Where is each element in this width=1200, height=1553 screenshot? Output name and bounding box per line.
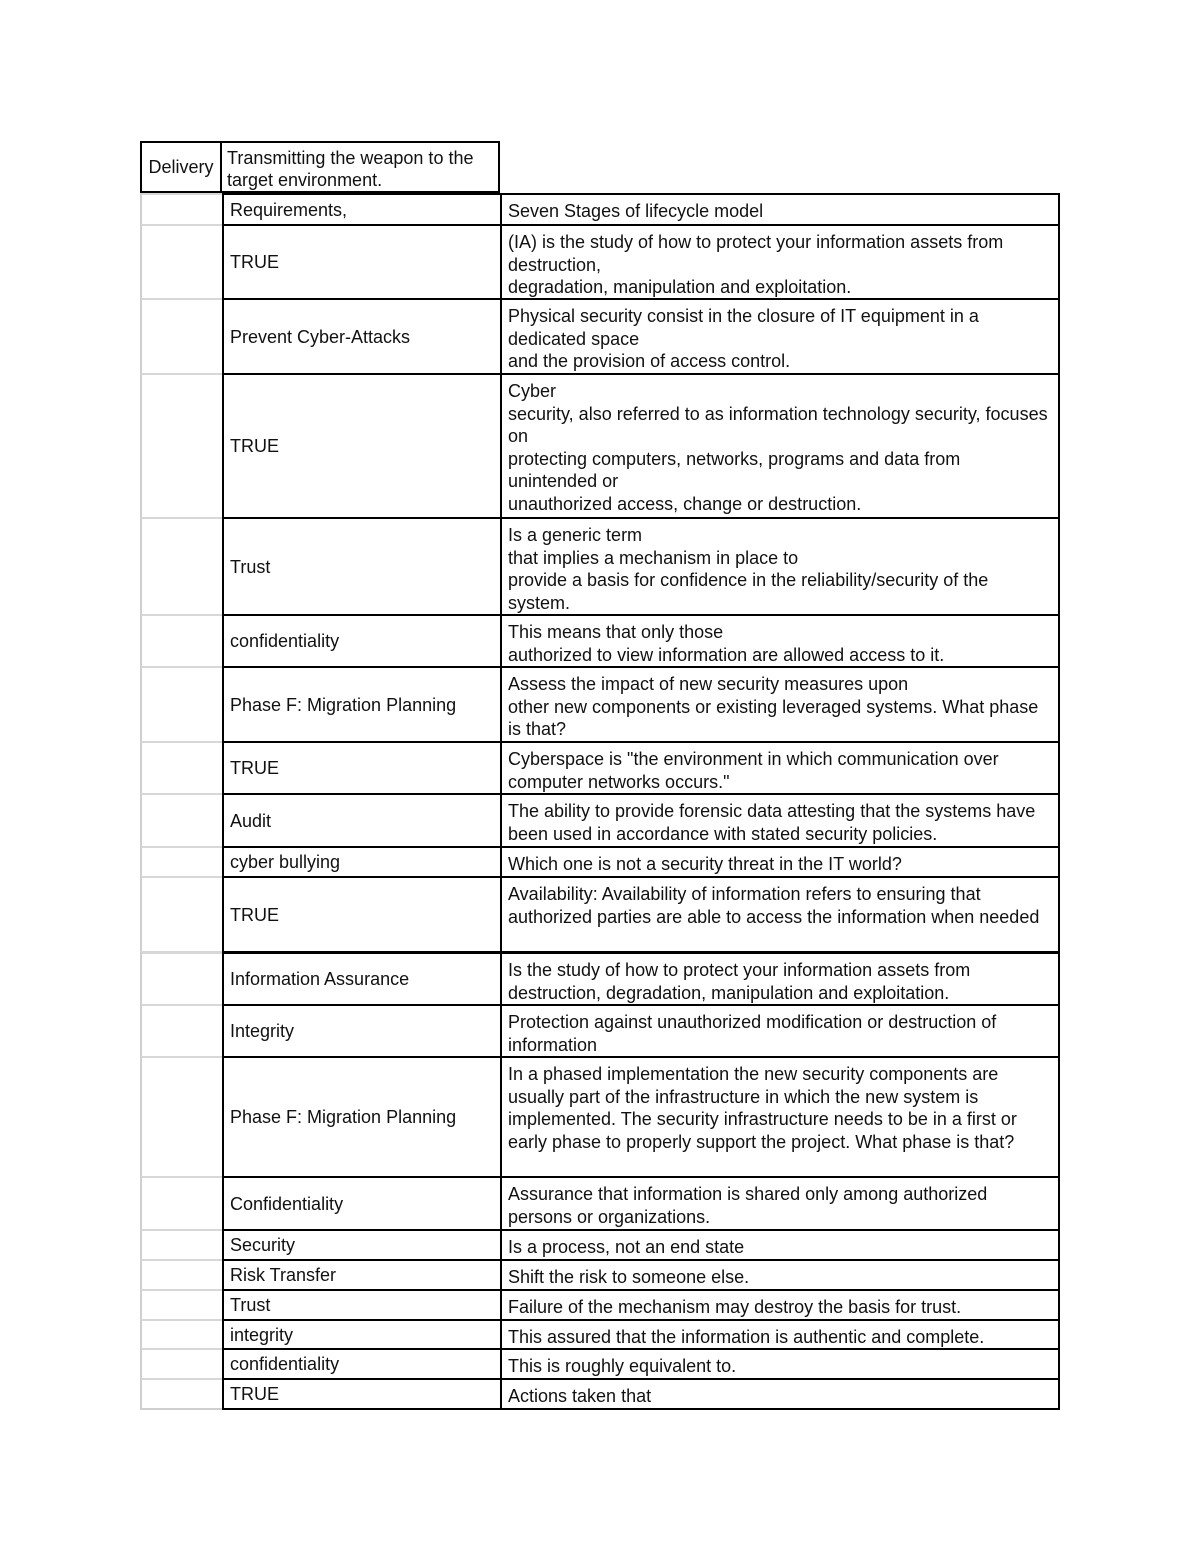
term-cell: Audit bbox=[222, 793, 500, 846]
blank-cell bbox=[140, 298, 222, 373]
blank-cell bbox=[140, 741, 222, 793]
definition-cell: Physical security consist in the closure of IT equipment in a dedicated space and the provision of access control. bbox=[500, 298, 1060, 373]
table-row bbox=[140, 1004, 1060, 1056]
table-row bbox=[140, 666, 1060, 741]
term-cell: Phase F: Migration Planning bbox=[222, 1056, 500, 1176]
term-cell: Trust bbox=[222, 1289, 500, 1319]
definition-cell: Is the study of how to protect your information assets from destruction, degradation, manipulation and exploitation. bbox=[500, 951, 1060, 1004]
term-cell: Risk Transfer bbox=[222, 1259, 500, 1289]
definition-cell: Assess the impact of new security measures upon other new components or existing leveraged systems. What phase is that? bbox=[500, 666, 1060, 741]
table-row bbox=[140, 614, 1060, 666]
table-row bbox=[140, 224, 1060, 298]
blank-cell bbox=[140, 1176, 222, 1229]
blank-cell bbox=[140, 1319, 222, 1348]
blank-cell bbox=[140, 951, 222, 1004]
table-row bbox=[140, 1176, 1060, 1229]
table-row bbox=[140, 1259, 1060, 1289]
flashcard-table bbox=[140, 193, 1060, 1410]
table-row bbox=[140, 298, 1060, 373]
term-cell: Confidentiality bbox=[222, 1176, 500, 1229]
definition-cell: In a phased implementation the new security components are usually part of the infrastructure in which the new system is implemented. The security infrastructure needs to be in a first or early phase to properly support the project. What phase is that? bbox=[500, 1056, 1060, 1176]
definition-cell: The ability to provide forensic data attesting that the systems have been used in accordance with stated security policies. bbox=[500, 793, 1060, 846]
blank-cell bbox=[140, 1378, 222, 1410]
header-term-cell: Delivery bbox=[140, 141, 222, 193]
term-cell: cyber bullying bbox=[222, 846, 500, 876]
definition-cell: Is a generic term that implies a mechanism in place to provide a basis for confidence in the reliability/security of the system. bbox=[500, 517, 1060, 614]
spreadsheet-page bbox=[140, 141, 1060, 1410]
definition-cell: (IA) is the study of how to protect your information assets from destruction, degradation, manipulation and exploitation. bbox=[500, 224, 1060, 298]
definition-cell: Is a process, not an end state bbox=[500, 1229, 1060, 1259]
definition-cell: This means that only those authorized to view information are allowed access to it. bbox=[500, 614, 1060, 666]
term-cell: Security bbox=[222, 1229, 500, 1259]
term-cell: TRUE bbox=[222, 373, 500, 517]
term-cell: Information Assurance bbox=[222, 951, 500, 1004]
blank-cell bbox=[140, 193, 222, 224]
table-row bbox=[140, 1289, 1060, 1319]
definition-cell: This is roughly equivalent to. bbox=[500, 1348, 1060, 1378]
term-cell: TRUE bbox=[222, 1378, 500, 1410]
table-row bbox=[140, 846, 1060, 876]
term-cell: confidentiality bbox=[222, 614, 500, 666]
term-cell: Integrity bbox=[222, 1004, 500, 1056]
term-cell: Phase F: Migration Planning bbox=[222, 666, 500, 741]
definition-cell: Assurance that information is shared only among authorized persons or organizations. bbox=[500, 1176, 1060, 1229]
blank-cell bbox=[140, 876, 222, 951]
header-definition-cell: Transmitting the weapon to the target environment. bbox=[222, 141, 500, 193]
table-row bbox=[140, 876, 1060, 951]
term-cell: TRUE bbox=[222, 224, 500, 298]
term-cell: confidentiality bbox=[222, 1348, 500, 1378]
blank-cell bbox=[140, 1056, 222, 1176]
table-row bbox=[140, 193, 1060, 224]
blank-cell bbox=[140, 373, 222, 517]
definition-cell: Shift the risk to someone else. bbox=[500, 1259, 1060, 1289]
term-cell: Requirements, bbox=[222, 193, 500, 224]
blank-cell bbox=[140, 1259, 222, 1289]
term-cell: Trust bbox=[222, 517, 500, 614]
term-cell: integrity bbox=[222, 1319, 500, 1348]
table-row bbox=[140, 517, 1060, 614]
definition-cell: Cyberspace is "the environment in which communication over computer networks occurs." bbox=[500, 741, 1060, 793]
definition-cell: This assured that the information is authentic and complete. bbox=[500, 1319, 1060, 1348]
table-row bbox=[140, 373, 1060, 517]
term-cell: Prevent Cyber-Attacks bbox=[222, 298, 500, 373]
header-row bbox=[140, 141, 1060, 193]
table-row bbox=[140, 793, 1060, 846]
table-row bbox=[140, 1378, 1060, 1410]
definition-cell: Protection against unauthorized modification or destruction of information bbox=[500, 1004, 1060, 1056]
definition-cell: Seven Stages of lifecycle model bbox=[500, 193, 1060, 224]
blank-cell bbox=[140, 1004, 222, 1056]
definition-cell: Which one is not a security threat in the IT world? bbox=[500, 846, 1060, 876]
term-cell: TRUE bbox=[222, 741, 500, 793]
table-row bbox=[140, 741, 1060, 793]
table-row bbox=[140, 1056, 1060, 1176]
table-row bbox=[140, 951, 1060, 1004]
term-cell: TRUE bbox=[222, 876, 500, 951]
table-row bbox=[140, 1319, 1060, 1348]
table-row bbox=[140, 1229, 1060, 1259]
definition-cell: Cyber security, also referred to as information technology security, focuses on protecting computers, networks, programs and data from unintended or unauthorized access, change or destruction. bbox=[500, 373, 1060, 517]
definition-cell: Availability: Availability of information refers to ensuring that authorized parties are able to access the information when needed bbox=[500, 876, 1060, 951]
blank-cell bbox=[140, 1229, 222, 1259]
blank-cell bbox=[140, 1348, 222, 1378]
blank-cell bbox=[140, 793, 222, 846]
definition-cell: Actions taken that bbox=[500, 1378, 1060, 1410]
table-row bbox=[140, 1348, 1060, 1378]
blank-cell bbox=[140, 224, 222, 298]
definition-cell: Failure of the mechanism may destroy the basis for trust. bbox=[500, 1289, 1060, 1319]
blank-cell bbox=[140, 666, 222, 741]
blank-cell bbox=[140, 517, 222, 614]
blank-cell bbox=[140, 1289, 222, 1319]
blank-cell bbox=[140, 614, 222, 666]
blank-cell bbox=[140, 846, 222, 876]
